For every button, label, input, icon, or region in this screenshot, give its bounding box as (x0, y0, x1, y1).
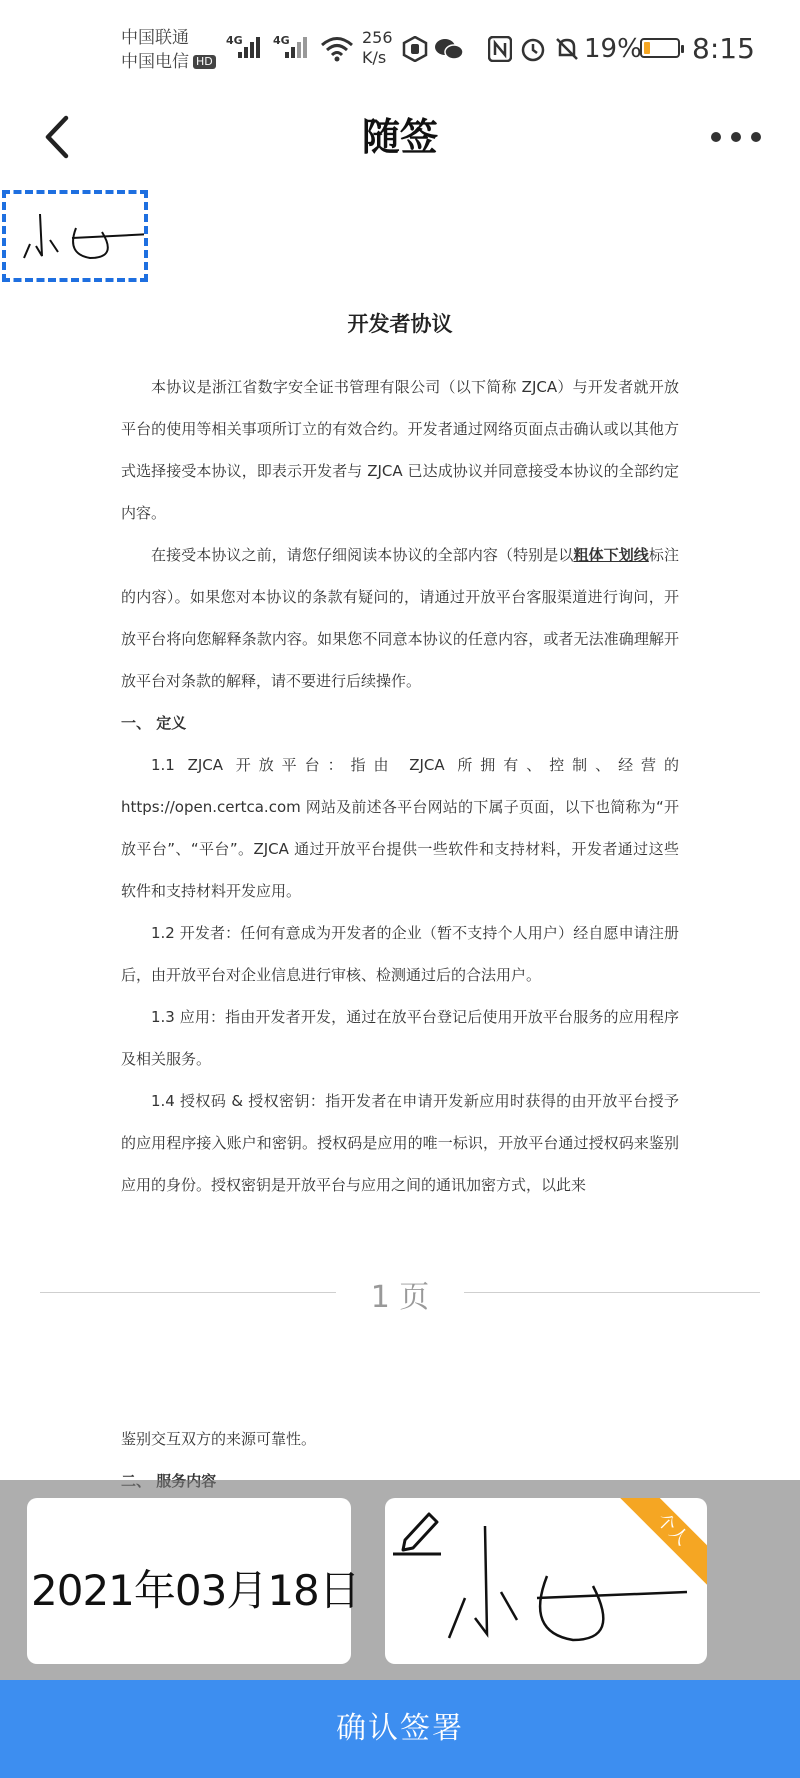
network-speed (362, 28, 393, 68)
paragraph: 本协议是浙江省数字安全证书管理有限公司（以下简称 ZJCA）与开发者就开放平台的使用等相关事项所订立的有效合约。开发者通过网络页面点击确认或以其他方式选择接受本协议，即表示开发者与 ZJCA 已达成协议并同意接受本协议的全部约定内容。 (121, 378, 679, 522)
text-span: 标注的内容）。如果您对本协议的条款有疑问的，请通过开放平台客服渠道进行询问，开放平台将向您解释条款内容。如果您不同意本协议的任意内容，或者无法准确理解开放平台对条款的解释，请不要进行后续操作。 (121, 546, 679, 690)
wifi-icon (320, 36, 354, 62)
section-heading: 一、 定义 (121, 714, 187, 732)
text-span: 在接受本协议之前，请您仔细阅读本协议的全部内容（特别是以 (151, 546, 574, 564)
paragraph: 1.4 授权码 & 授权密钥：指开发者在申请开发新应用时获得的由开放平台授予的应用程序接入账户和密钥。授权码是应用的唯一标识，开放平台通过授权码来鉴别应用的身份。授权密钥是开放平台与应用之间的通讯加密方式，以此来 (121, 1092, 679, 1194)
confirm-sign-button[interactable]: 确认签署 (0, 1680, 800, 1778)
paragraph (121, 534, 679, 702)
signal-icon (238, 34, 266, 60)
personal-signature-card[interactable] (385, 1498, 707, 1664)
date-stamp-card[interactable] (27, 1498, 360, 1664)
carrier-2: 中国电信 (121, 52, 189, 72)
battery-percent: 19% (584, 34, 642, 64)
app-header (0, 100, 800, 190)
personal-badge: 个人 (609, 1498, 707, 1593)
separator-line-right (464, 1292, 760, 1293)
document-page-1 (121, 300, 679, 1206)
page-title: 随签 (361, 115, 438, 159)
signature-image (425, 1522, 695, 1662)
wechat-icon (434, 36, 464, 62)
paragraph: 1.1 ZJCA 开放平台：指由 ZJCA 所拥有、控制、经营的 https://open.certca.com 网站及前述各平台网站的下属子页面，以下也简称为“开放平台”、“平台”。ZJCA 通过开放平台提供一些软件和支持材料，开发者通过这些软件和支持材料开发应用。 (121, 756, 679, 900)
paragraph: 1.2 开发者：任何有意成为开发者的企业（暂不支持个人用户）经自愿申请注册后，由开放平台对企业信息进行审核、检测通过后的合法用户。 (121, 924, 679, 984)
bold-underline-text: 粗体下划线 (573, 546, 649, 564)
page-number: 1 页 (370, 1280, 430, 1315)
carrier-info (121, 26, 216, 74)
signal-icon-2 (285, 34, 313, 60)
paragraph: 鉴别交互双方的来源可靠性。 (121, 1430, 317, 1448)
speed-unit: K/s (362, 48, 387, 67)
clock: 8:15 (692, 32, 755, 65)
signature-image (6, 194, 144, 278)
battery-icon (640, 38, 680, 58)
placed-signature-box[interactable] (2, 190, 148, 282)
hand-icon (402, 36, 428, 62)
page-separator (40, 1270, 760, 1315)
speed-value: 256 (362, 28, 393, 47)
carrier-1: 中国联通 (121, 28, 189, 48)
more-icon[interactable] (706, 122, 766, 152)
status-bar (0, 0, 800, 100)
network-type-1: 4G (226, 34, 243, 47)
date-stamp-text: 2021年03月18日 (31, 1566, 360, 1615)
hd-badge: HD (193, 55, 216, 69)
network-type-2: 4G (273, 34, 290, 47)
alarm-icon (520, 36, 546, 62)
document-title: 开发者协议 (347, 312, 453, 336)
nfc-icon (488, 36, 512, 62)
paragraph: 1.3 应用：指由开发者开发，通过在放平台登记后使用开放平台服务的应用程序及相关服务。 (121, 1008, 679, 1068)
mute-icon (554, 36, 580, 62)
